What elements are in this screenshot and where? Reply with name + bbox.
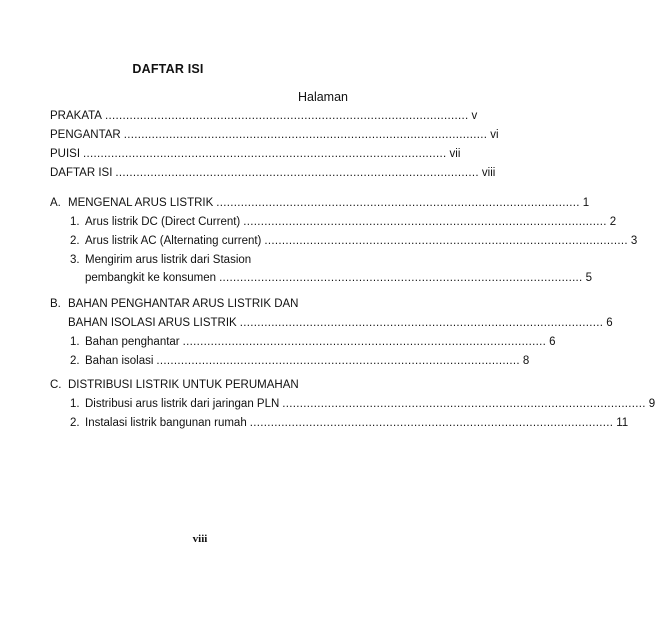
page-title: DAFTAR ISI [132, 62, 204, 76]
toc-entry-prakata[interactable] [50, 109, 478, 123]
item-number: 2. [70, 355, 80, 367]
item-label: Instalasi listrik bangunan rumah [85, 417, 247, 429]
section-letter: C. [50, 379, 62, 391]
item-label: Arus listrik AC (Alternating current) [85, 235, 262, 247]
item-page: 2 [609, 216, 617, 228]
page-number-footer: viii [192, 533, 208, 545]
section-title-cont: BAHAN ISOLASI ARUS LISTRIK [68, 317, 237, 329]
item-number: 1. [70, 336, 80, 348]
toc-entry-label: PUISI [50, 148, 81, 160]
toc-entry-label: DAFTAR ISI [50, 167, 113, 179]
item-number: 3. [70, 254, 80, 266]
leader-dots: ........................................................................................................ [156, 355, 520, 367]
leader-dots: ........................................................................................................ [123, 129, 488, 141]
toc-entry-label: PRAKATA [50, 110, 102, 122]
toc-entry-page: viii [481, 167, 496, 179]
item-number: 2. [70, 235, 80, 247]
item-page: 8 [522, 355, 530, 367]
toc-item-b2[interactable] [70, 354, 530, 368]
item-label: Arus listrik DC (Direct Current) [85, 216, 241, 228]
toc-entry-daftar-isi[interactable] [50, 166, 496, 180]
section-page: 6 [606, 317, 613, 329]
toc-item-a1[interactable] [70, 215, 617, 229]
item-page: 3 [630, 235, 638, 247]
toc-entry-pengantar[interactable] [50, 128, 499, 142]
toc-entry-label: PENGANTAR [50, 129, 121, 141]
item-number: 1. [70, 398, 80, 410]
leader-dots: ........................................................................................................ [182, 336, 547, 348]
leader-dots: ........................................................................................................ [216, 197, 580, 209]
section-letter: A. [50, 197, 61, 209]
leader-dots: ........................................................................................................ [83, 148, 447, 160]
item-page: 11 [616, 417, 629, 429]
item-page: 9 [648, 398, 655, 410]
section-title: DISTRIBUSI LISTRIK UNTUK PERUMAHAN [68, 379, 299, 391]
leader-dots: ........................................................................................................ [104, 110, 469, 122]
item-page: 6 [549, 336, 556, 348]
toc-item-c1[interactable] [70, 397, 655, 411]
section-title: BAHAN PENGHANTAR ARUS LISTRIK DAN [68, 298, 299, 310]
leader-dots: ........................................................................................................ [264, 235, 628, 247]
leader-dots: ........................................................................................................ [282, 398, 646, 410]
item-label: Bahan isolasi [85, 355, 154, 367]
item-label: Bahan penghantar [85, 336, 180, 348]
toc-section-b-line1[interactable] [50, 297, 352, 311]
toc-entry-page: vi [490, 129, 499, 141]
item-number: 2. [70, 417, 80, 429]
toc-item-c2[interactable] [70, 416, 629, 430]
toc-section-a[interactable] [50, 196, 590, 210]
toc-item-a3-line2[interactable] [85, 271, 592, 285]
page-column-header: Halaman [297, 90, 348, 104]
toc-section-b-line2[interactable] [68, 316, 613, 330]
leader-dots: ........................................................................................................ [219, 272, 583, 284]
leader-dots: ........................................................................................................ [239, 317, 604, 329]
leader-dots: ........................................................................................................ [243, 216, 607, 228]
toc-item-a2[interactable] [70, 234, 638, 248]
toc-entry-page: vii [449, 148, 461, 160]
item-label: Mengirim arus listrik dari Stasion [85, 254, 252, 266]
leader-dots: ........................................................................................................ [249, 417, 614, 429]
item-number: 1. [70, 216, 80, 228]
toc-item-b1[interactable] [70, 335, 556, 349]
toc-section-c[interactable] [50, 378, 352, 392]
section-letter: B. [50, 298, 61, 310]
item-label: Distribusi arus listrik dari jaringan PLN [85, 398, 280, 410]
toc-entry-page: v [471, 110, 478, 122]
section-page: 1 [582, 197, 590, 209]
toc-entry-puisi[interactable] [50, 147, 461, 161]
item-page: 5 [585, 272, 592, 284]
section-title: MENGENAL ARUS LISTRIK [68, 197, 214, 209]
leader-dots: ........................................................................................................ [115, 167, 479, 179]
item-label-cont: pembangkit ke konsumen [85, 272, 217, 284]
toc-item-a3-line1[interactable] [70, 253, 352, 267]
